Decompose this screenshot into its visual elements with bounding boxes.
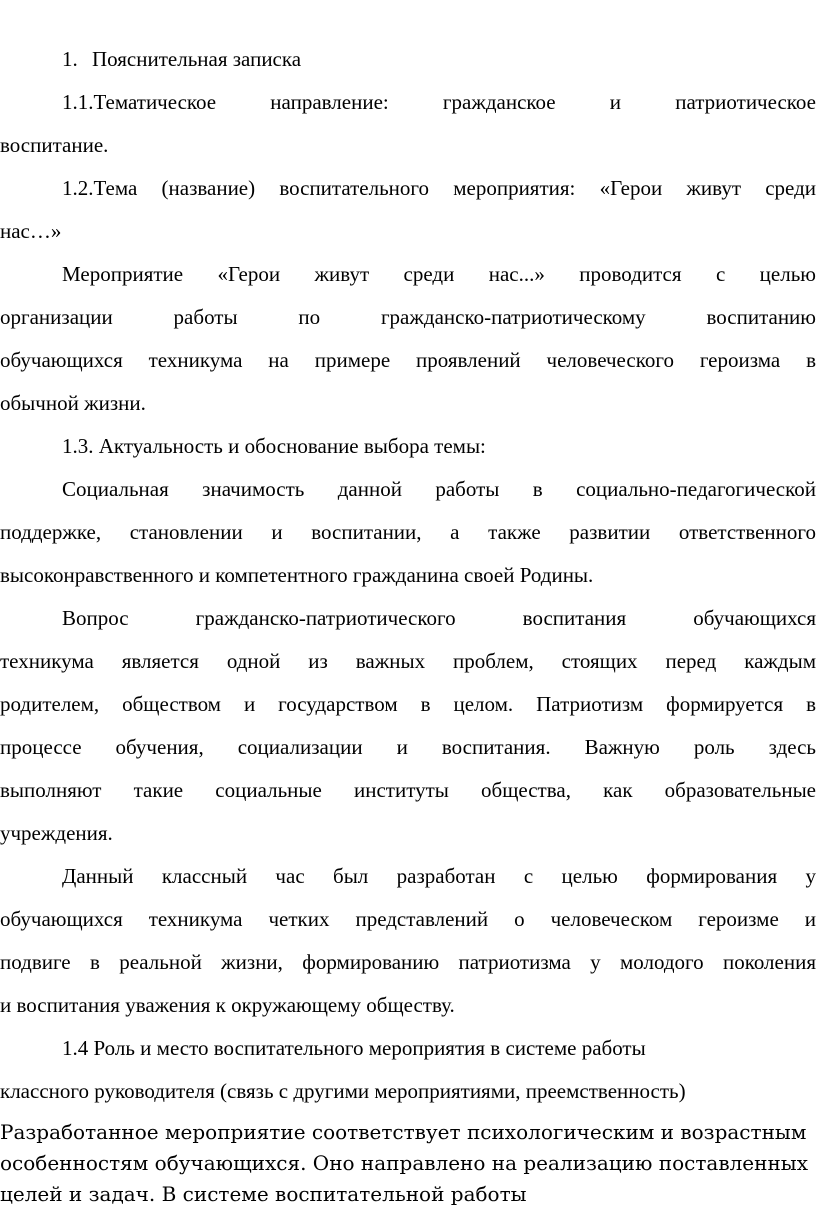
text-line: и воспитания уважения к окружающему обществу. — [0, 993, 455, 1017]
text-line: обучающихся техникума четких представлений о человеческом героизме и — [0, 907, 816, 931]
text-line: 1.1.Тематическое направление: гражданское и патриотическое — [62, 90, 816, 114]
section-title: Пояснительная записка — [92, 47, 302, 71]
document-tail-paragraph — [0, 1117, 816, 1210]
text-line: обучающихся техникума на примере проявлений человеческого героизма в — [0, 348, 816, 372]
tail-text-line: целей и задач. В системе воспитательной работы — [0, 1182, 527, 1206]
section-heading — [0, 38, 816, 81]
text-line: 1.4 Роль и место воспитательного мероприятия в системе работы — [62, 1036, 646, 1060]
text-line: учреждения. — [0, 821, 113, 845]
text-line: обычной жизни. — [0, 391, 146, 415]
text-line: процессе обучения, социализации и воспитания. Важную роль здесь — [0, 735, 816, 759]
text-line: высоконравственного и компетентного гражданина своей Родины. — [0, 563, 594, 587]
text-line: Мероприятие «Герои живут среди нас...» проводится с целью — [62, 262, 816, 286]
text-line: подвиге в реальной жизни, формированию патриотизма у молодого поколения — [0, 950, 816, 974]
document-body — [0, 38, 816, 1113]
text-line: классного руководителя (связь с другими мероприятиями, преемственность) — [0, 1079, 686, 1103]
tail-text-line: особенностям обучающихся. Оно направлено на реализацию поставленных — [0, 1151, 808, 1175]
text-line: Социальная значимость данной работы в социально-педагогической — [62, 477, 816, 501]
text-line: 1.3. Актуальность и обоснование выбора темы: — [62, 434, 486, 458]
text-line: Вопрос гражданско-патриотического воспитания обучающихся — [62, 606, 816, 630]
text-line: воспитание. — [0, 133, 109, 157]
tail-text-line: Разработанное мероприятие соответствует психологическим и возрастным — [0, 1120, 807, 1144]
text-line: нас…» — [0, 219, 62, 243]
text-line: поддержке, становлении и воспитании, а также развитии ответственного — [0, 520, 816, 544]
text-line: выполняют такие социальные институты общества, как образовательные — [0, 778, 816, 802]
text-line: техникума является одной из важных проблем, стоящих перед каждым — [0, 649, 816, 673]
section-number: 1. — [62, 47, 78, 71]
text-line: 1.2.Тема (название) воспитательного мероприятия: «Герои живут среди — [62, 176, 816, 200]
text-line: организации работы по гражданско-патриотическому воспитанию — [0, 305, 816, 329]
text-line: Данный классный час был разработан с целью формирования у — [62, 864, 816, 888]
text-line: родителем, обществом и государством в целом. Патриотизм формируется в — [0, 692, 816, 716]
